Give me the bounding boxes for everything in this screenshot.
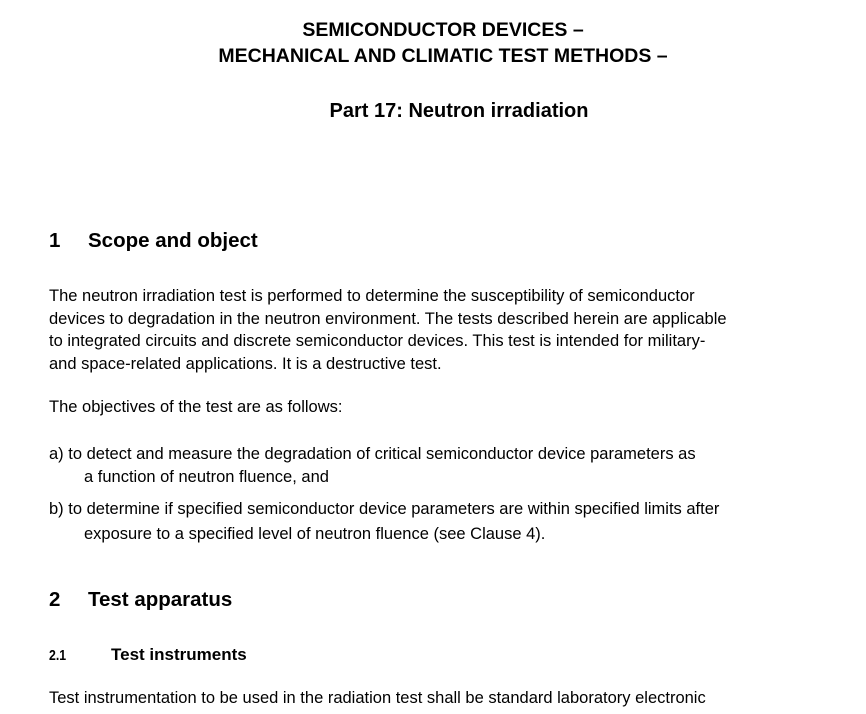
section-2-number: 2 — [49, 588, 61, 611]
paragraph-line: devices to degradation in the neutron environment. The tests described herein are applicable — [49, 309, 727, 328]
section-2-paragraph-1 — [49, 687, 809, 710]
paragraph-line: The neutron irradiation test is performed to determine the susceptibility of semiconductor — [49, 287, 695, 305]
paragraph-line: Test instrumentation to be used in the radiation test shall be standard laboratory electronic — [49, 689, 706, 707]
subsection-2-1-heading — [49, 644, 247, 667]
document-part-title: Part 17: Neutron irradiation — [329, 100, 589, 122]
paragraph-line: to integrated circuits and discrete semiconductor devices. This test is intended for military- — [49, 332, 706, 350]
section-1-paragraph-2 — [49, 396, 809, 419]
section-1-heading — [49, 228, 258, 254]
section-1-title: Scope and object — [88, 229, 258, 252]
section-2-heading — [49, 587, 232, 613]
document-title-line-2: MECHANICAL AND CLIMATIC TEST METHODS – — [218, 45, 668, 67]
subsection-2-1-number: 2.1 — [49, 647, 67, 664]
list-item-a — [49, 443, 809, 489]
section-1-paragraph-1 — [49, 285, 809, 375]
list-item-a-line-1: a) to detect and measure the degradation of critical semiconductor device parameters as — [49, 445, 696, 463]
paragraph-line: The objectives of the test are as follows: — [49, 398, 343, 416]
section-2-title: Test apparatus — [88, 588, 233, 611]
list-item-b — [49, 497, 809, 546]
list-item-a-line-2: a function of neutron fluence, and — [84, 468, 329, 486]
paragraph-line: and space-related applications. It is a destructive test. — [49, 354, 442, 373]
document-title-line-1: SEMICONDUCTOR DEVICES – — [302, 19, 584, 41]
list-item-b-line-1: b) to determine if specified semiconductor device parameters are within specified limits after — [49, 500, 720, 518]
subsection-2-1-title: Test instruments — [111, 645, 247, 664]
section-1-number: 1 — [49, 229, 61, 252]
list-item-b-line-2: exposure to a specified level of neutron fluence (see Clause 4). — [84, 524, 546, 543]
